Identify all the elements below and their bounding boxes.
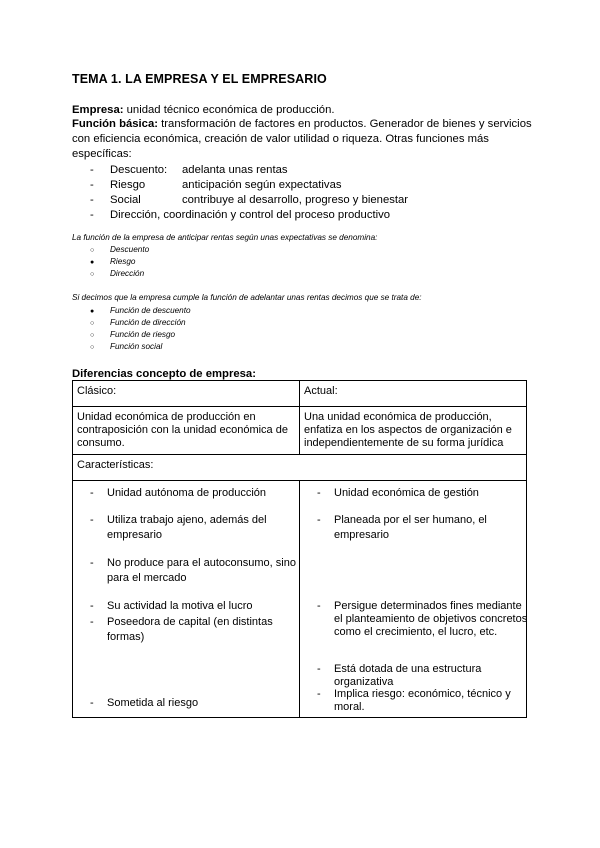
- radio-selected-icon[interactable]: ●: [90, 308, 95, 315]
- function-desc: contribuye al desarrollo, progreso y bienestar: [182, 194, 409, 206]
- header-actual: Actual:: [300, 381, 527, 407]
- list-item: - No produce para el autoconsumo, sino para el mercado: [85, 556, 303, 586]
- table-row: [73, 455, 527, 481]
- page-title: TEMA 1. LA EMPRESA Y EL EMPRESARIO: [72, 72, 327, 86]
- list-item: - Planeada por el ser humano, el empresario: [312, 513, 539, 543]
- quiz1-option[interactable]: ○ Dirección: [90, 269, 145, 278]
- list-item: - Unidad económica de gestión: [312, 487, 539, 500]
- classic-characteristics: [73, 481, 300, 718]
- function-name: Social: [110, 194, 141, 206]
- function-item: - Social contribuye al desarrollo, progreso y bienestar: [90, 194, 409, 206]
- radio-icon[interactable]: ○: [90, 320, 95, 327]
- quiz2-question: Si decimos que la empresa cumple la función de adelantar unas rentas decimos que se trata de:: [72, 293, 422, 302]
- table-row: [73, 407, 527, 455]
- function-desc: adelanta unas rentas: [182, 164, 288, 176]
- radio-icon[interactable]: ○: [90, 247, 95, 254]
- table-row: [73, 381, 527, 407]
- actual-characteristics: [300, 481, 527, 718]
- radio-icon[interactable]: ○: [90, 332, 95, 339]
- empresa-definition: [72, 103, 532, 118]
- list-item: - Está dotada de una estructura organizativa: [312, 663, 529, 689]
- list-item: - Persigue determinados fines mediante el planteamiento de objetivos concretos como el crecimiento, el lucro, etc.: [312, 600, 529, 639]
- definition-actual: Una unidad económica de producción, enfatiza en los aspectos de organización e independientemente de su forma jurídica: [300, 407, 527, 455]
- function-name: Descuento:: [110, 164, 168, 176]
- list-item: - Unidad autónoma de producción: [85, 487, 303, 500]
- quiz1-option[interactable]: ● Riesgo: [90, 257, 136, 266]
- table-row: [73, 481, 527, 718]
- funcion-basica-text: transformación de factores en productos. Generador de bienes y servicios con eficiencia económica, creación de valor utilidad o riqueza. Otras funciones más específicas:: [72, 118, 532, 160]
- radio-icon[interactable]: ○: [90, 271, 95, 278]
- function-name: Riesgo: [110, 179, 146, 191]
- function-item: - Descuento: adelanta unas rentas: [90, 164, 288, 176]
- list-item: - Sometida al riesgo: [85, 697, 303, 710]
- list-item: - Utiliza trabajo ajeno, además del empresario: [85, 513, 303, 543]
- list-item: - Implica riesgo: económico, técnico y moral.: [312, 688, 529, 714]
- function-desc: anticipación según expectativas: [182, 179, 342, 191]
- funcion-basica-definition: [72, 117, 532, 162]
- quiz2-option[interactable]: ○ Función social: [90, 342, 163, 351]
- header-classic: Clásico:: [73, 381, 300, 407]
- function-item: - Riesgo anticipación según expectativas: [90, 179, 342, 191]
- list-item: - Poseedora de capital (en distintas formas): [85, 615, 303, 645]
- quiz1-question: La función de la empresa de anticipar rentas según unas expectativas se denomina:: [72, 233, 378, 242]
- quiz1-option[interactable]: ○ Descuento: [90, 245, 150, 254]
- empresa-text: unidad técnico económica de producción.: [123, 104, 335, 116]
- definition-classic: Unidad económica de producción en contraposición con la unidad económica de consumo.: [73, 407, 300, 455]
- radio-selected-icon[interactable]: ●: [90, 259, 95, 266]
- quiz2-option[interactable]: ● Función de descuento: [90, 306, 191, 315]
- quiz2-option[interactable]: ○ Función de dirección: [90, 318, 186, 327]
- list-item: - Su actividad la motiva el lucro: [85, 600, 303, 613]
- differences-title: Diferencias concepto de empresa:: [72, 368, 256, 380]
- radio-icon[interactable]: ○: [90, 344, 95, 351]
- function-desc: Dirección, coordinación y control del proceso productivo: [110, 209, 391, 221]
- quiz2-option[interactable]: ○ Función de riesgo: [90, 330, 176, 339]
- characteristics-header: Características:: [73, 455, 527, 481]
- funcion-basica-label: Función básica:: [72, 118, 158, 130]
- comparison-table: [72, 380, 527, 718]
- function-item: - Dirección, coordinación y control del proceso productivo: [90, 209, 391, 221]
- empresa-label: Empresa:: [72, 104, 124, 116]
